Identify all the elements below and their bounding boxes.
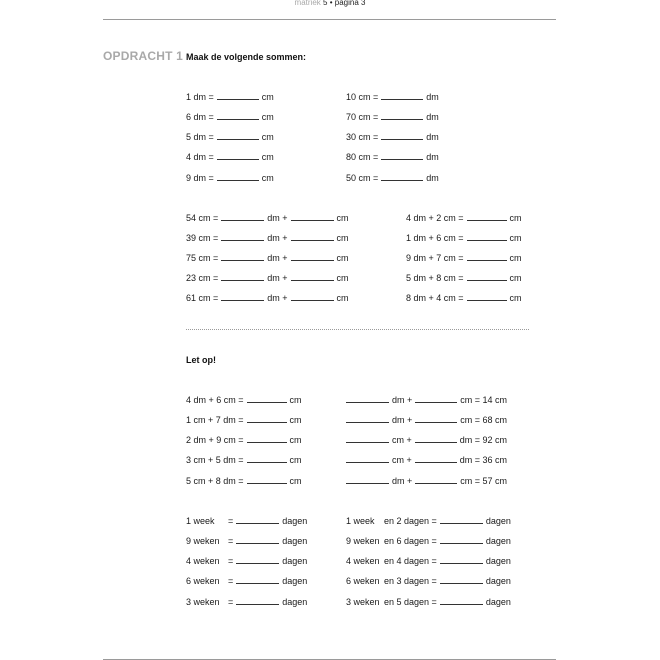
unit-text: dagen — [485, 536, 511, 546]
problem-text: 9 weken — [186, 536, 220, 546]
answer-blank[interactable] — [217, 93, 259, 100]
problem-text: 5 cm + 8 dm = — [186, 476, 244, 486]
answer-blank[interactable] — [440, 577, 483, 584]
unit-text: dagen — [282, 536, 308, 546]
equals-sign: = — [228, 556, 234, 566]
problem-row — [346, 112, 439, 123]
answer-blank[interactable] — [221, 234, 264, 241]
problem-row — [346, 576, 511, 587]
unit-text: cm — [289, 476, 302, 486]
unit-text: cm — [261, 173, 274, 183]
answer-blank[interactable] — [221, 214, 264, 221]
answer-blank[interactable] — [291, 294, 334, 301]
answer-blank[interactable] — [291, 214, 334, 221]
answer-blank[interactable] — [381, 174, 423, 181]
problem-text: en 6 dagen = — [384, 536, 437, 546]
problem-row — [186, 132, 274, 143]
problem-row — [343, 455, 507, 466]
result-text: cm = 57 cm — [460, 476, 508, 486]
unit-text: cm — [336, 253, 349, 263]
page-header — [0, 0, 660, 7]
unit-text: dagen — [485, 597, 511, 607]
unit-text: dm + — [267, 213, 288, 223]
unit-text: dm + — [392, 415, 413, 425]
answer-blank[interactable] — [346, 436, 389, 443]
answer-blank[interactable] — [440, 598, 483, 605]
answer-blank[interactable] — [247, 456, 287, 463]
problem-row — [406, 273, 522, 284]
unit-text: dm + — [392, 395, 413, 405]
problem-row — [346, 152, 439, 163]
problem-text: 1 dm = — [186, 92, 214, 102]
answer-blank[interactable] — [381, 153, 423, 160]
answer-blank[interactable] — [440, 537, 483, 544]
answer-blank[interactable] — [221, 294, 264, 301]
answer-blank[interactable] — [236, 537, 279, 544]
problem-text: 4 dm + 6 cm = — [186, 395, 244, 405]
problem-text: 23 cm = — [186, 273, 219, 283]
unit-text: dagen — [282, 516, 308, 526]
brand-name: matriek — [294, 0, 321, 7]
problem-row — [343, 395, 507, 406]
result-text: cm = 68 cm — [460, 415, 508, 425]
answer-blank[interactable] — [346, 477, 389, 484]
answer-blank[interactable] — [346, 396, 389, 403]
problem-text: 6 dm = — [186, 112, 214, 122]
unit-text: dagen — [282, 556, 308, 566]
problem-row — [186, 476, 302, 487]
unit-text: dm — [426, 92, 439, 102]
unit-text: cm — [289, 455, 302, 465]
problem-text: 1 week — [186, 516, 215, 526]
problem-text: 70 cm = — [346, 112, 379, 122]
unit-text: cm — [261, 132, 274, 142]
problem-row — [186, 273, 349, 284]
problem-row — [186, 233, 349, 244]
problem-row — [406, 293, 522, 304]
level-number: 5 — [323, 0, 328, 7]
problem-text: 5 dm + 8 cm = — [406, 273, 464, 283]
unit-text: cm — [336, 273, 349, 283]
problem-row — [186, 455, 302, 466]
problem-text: 4 weken — [186, 556, 220, 566]
problem-row — [186, 415, 302, 426]
answer-blank[interactable] — [247, 396, 287, 403]
unit-text: dm — [426, 173, 439, 183]
unit-text: cm — [336, 233, 349, 243]
unit-text: cm — [261, 152, 274, 162]
problem-text: 1 cm + 7 dm = — [186, 415, 244, 425]
page-number: pagina 3 — [334, 0, 366, 7]
answer-blank[interactable] — [467, 234, 507, 241]
answer-blank[interactable] — [440, 557, 483, 564]
unit-text: cm — [509, 253, 522, 263]
unit-text: cm + — [392, 455, 412, 465]
problem-row — [343, 435, 507, 446]
problem-row — [186, 293, 349, 304]
answer-blank[interactable] — [217, 133, 259, 140]
answer-blank[interactable] — [467, 294, 507, 301]
answer-blank[interactable] — [217, 113, 259, 120]
problem-row — [346, 92, 439, 103]
unit-text: cm — [509, 293, 522, 303]
problem-row — [346, 173, 439, 184]
answer-blank[interactable] — [221, 274, 264, 281]
unit-text: dm — [426, 132, 439, 142]
answer-blank[interactable] — [247, 477, 287, 484]
unit-text: dagen — [485, 576, 511, 586]
problem-row — [186, 152, 274, 163]
problem-text: 6 weken — [186, 576, 220, 586]
unit-text: dm — [426, 112, 439, 122]
problem-text: 61 cm = — [186, 293, 219, 303]
problem-row — [186, 516, 307, 527]
problem-text: 80 cm = — [346, 152, 379, 162]
problem-text: en 3 dagen = — [384, 576, 437, 586]
unit-text: dm — [426, 152, 439, 162]
result-text: dm = 36 cm — [459, 455, 508, 465]
answer-blank[interactable] — [381, 113, 423, 120]
problem-row — [186, 435, 302, 446]
answer-blank[interactable] — [247, 436, 287, 443]
answer-blank[interactable] — [467, 254, 507, 261]
unit-text: cm — [336, 293, 349, 303]
answer-blank[interactable] — [217, 153, 259, 160]
problem-text: 5 dm = — [186, 132, 214, 142]
answer-blank[interactable] — [415, 436, 457, 443]
answer-blank[interactable] — [381, 133, 423, 140]
answer-blank[interactable] — [291, 274, 334, 281]
problem-text: en 2 dagen = — [384, 516, 437, 526]
section-divider — [186, 329, 529, 330]
attention-heading: Let op! — [186, 355, 216, 365]
answer-blank[interactable] — [291, 254, 334, 261]
equals-sign: = — [228, 576, 234, 586]
problem-text: 9 dm = — [186, 173, 214, 183]
answer-blank[interactable] — [381, 93, 423, 100]
problem-row — [186, 597, 307, 608]
problem-text: 8 dm + 4 cm = — [406, 293, 464, 303]
problem-text: 4 dm = — [186, 152, 214, 162]
problem-row — [186, 173, 274, 184]
unit-text: dm + — [392, 476, 413, 486]
unit-text: cm — [261, 92, 274, 102]
problem-row — [343, 415, 507, 426]
problem-row — [406, 253, 522, 264]
answer-blank[interactable] — [217, 174, 259, 181]
problem-text: 9 dm + 7 cm = — [406, 253, 464, 263]
answer-blank[interactable] — [467, 274, 507, 281]
unit-text: cm + — [392, 435, 412, 445]
answer-blank[interactable] — [236, 598, 279, 605]
problem-text: 10 cm = — [346, 92, 379, 102]
answer-blank[interactable] — [415, 396, 457, 403]
answer-blank[interactable] — [236, 517, 279, 524]
problem-row — [346, 516, 511, 527]
answer-blank[interactable] — [346, 456, 389, 463]
problem-text: 30 cm = — [346, 132, 379, 142]
unit-text: cm — [289, 395, 302, 405]
answer-blank[interactable] — [236, 577, 279, 584]
problem-text: 50 cm = — [346, 173, 379, 183]
unit-text: cm — [509, 213, 522, 223]
unit-text: dagen — [485, 516, 511, 526]
answer-blank[interactable] — [236, 557, 279, 564]
equals-sign: = — [228, 597, 234, 607]
unit-text: dm + — [267, 293, 288, 303]
unit-text: dagen — [282, 597, 308, 607]
problem-text: 1 dm + 6 cm = — [406, 233, 464, 243]
unit-text: cm — [509, 273, 522, 283]
problem-text: 39 cm = — [186, 233, 219, 243]
problem-row — [186, 213, 349, 224]
problem-row — [406, 233, 522, 244]
problem-row — [186, 576, 307, 587]
problem-text: 3 weken — [346, 597, 380, 607]
problem-row — [186, 112, 274, 123]
problem-row — [186, 253, 349, 264]
problem-row — [186, 536, 307, 547]
result-text: cm = 14 cm — [460, 395, 508, 405]
answer-blank[interactable] — [415, 477, 457, 484]
problem-row — [343, 476, 507, 487]
answer-blank[interactable] — [247, 416, 287, 423]
problem-row — [346, 536, 511, 547]
answer-blank[interactable] — [346, 416, 389, 423]
unit-text: cm — [289, 435, 302, 445]
answer-blank[interactable] — [221, 254, 264, 261]
answer-blank[interactable] — [291, 234, 334, 241]
equals-sign: = — [228, 536, 234, 546]
problem-text: 2 dm + 9 cm = — [186, 435, 244, 445]
problem-text: 4 weken — [346, 556, 380, 566]
unit-text: dagen — [282, 576, 308, 586]
unit-text: cm — [289, 415, 302, 425]
problem-text: 3 cm + 5 dm = — [186, 455, 244, 465]
exercise-label: OPDRACHT 1 — [103, 49, 184, 63]
problem-row — [406, 213, 522, 224]
problem-text: 75 cm = — [186, 253, 219, 263]
exercise-instruction: Maak de volgende sommen: — [186, 52, 307, 62]
problem-row — [346, 132, 439, 143]
problem-row — [186, 395, 302, 406]
problem-text: 1 week — [346, 516, 375, 526]
problem-text: 6 weken — [346, 576, 380, 586]
top-rule — [103, 19, 556, 20]
problem-row — [186, 92, 274, 103]
problem-row — [186, 556, 307, 567]
header-separator: • — [329, 0, 333, 7]
result-text: dm = 92 cm — [459, 435, 508, 445]
unit-text: dm + — [267, 253, 288, 263]
problem-row — [346, 556, 511, 567]
unit-text: cm — [509, 233, 522, 243]
problem-text: 3 weken — [186, 597, 220, 607]
unit-text: dagen — [485, 556, 511, 566]
equals-sign: = — [228, 516, 234, 526]
answer-blank[interactable] — [415, 456, 457, 463]
answer-blank[interactable] — [467, 214, 507, 221]
problem-text: en 5 dagen = — [384, 597, 437, 607]
answer-blank[interactable] — [440, 517, 483, 524]
problem-text: 9 weken — [346, 536, 380, 546]
problem-text: 4 dm + 2 cm = — [406, 213, 464, 223]
problem-text: 54 cm = — [186, 213, 219, 223]
unit-text: cm — [336, 213, 349, 223]
unit-text: dm + — [267, 273, 288, 283]
problem-text: en 4 dagen = — [384, 556, 437, 566]
unit-text: dm + — [267, 233, 288, 243]
unit-text: cm — [261, 112, 274, 122]
answer-blank[interactable] — [415, 416, 457, 423]
problem-row — [346, 597, 511, 608]
